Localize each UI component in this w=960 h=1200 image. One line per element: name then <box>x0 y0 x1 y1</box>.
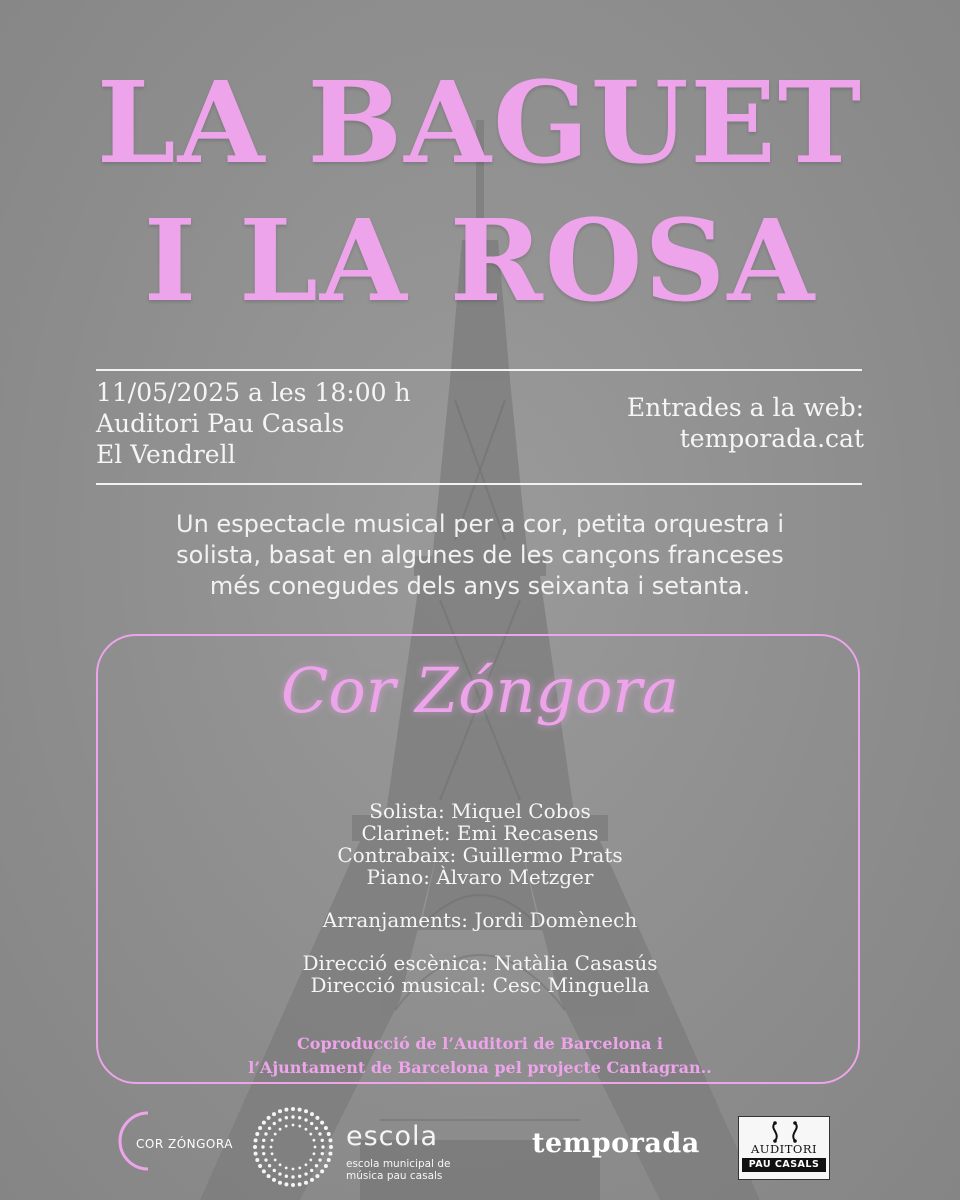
coproduction-line-2: l’Ajuntament de Barcelona pel projecte Cantagran.. <box>248 1058 712 1077</box>
auditori-logo-top: AUDITORI <box>750 1142 818 1156</box>
credit-clarinet: Clarinet: Emi Recasens <box>361 821 599 845</box>
dotted-circle-icon <box>252 1106 334 1188</box>
cor-zongora-logo-text: COR ZÓNGORA <box>136 1137 233 1151</box>
event-town: El Vendrell <box>96 440 236 469</box>
escola-logo <box>346 1122 476 1182</box>
credit-double-bass: Contrabaix: Guillermo Prats <box>337 843 623 867</box>
event-info <box>96 377 411 470</box>
description-line-1: Un espectacle musical per a cor, petita orquestra i <box>176 510 784 538</box>
credit-musical-direction: Direcció musical: Cesc Minguella <box>310 973 650 997</box>
description <box>120 509 840 602</box>
credit-soloist: Solista: Miquel Cobos <box>369 799 591 823</box>
event-datetime: 11/05/2025 a les 18:00 h <box>96 378 411 407</box>
credit-stage-direction: Direcció escènica: Natàlia Casasús <box>302 951 658 975</box>
credit-piano: Piano: Àlvaro Metzger <box>366 865 594 889</box>
divider-bottom <box>96 483 862 485</box>
credit-arrangements: Arranjaments: Jordi Domènech <box>322 908 638 932</box>
tickets-url[interactable]: temporada.cat <box>679 424 864 453</box>
cor-zongora-logo <box>112 1105 242 1175</box>
description-line-2: solista, basat en algunes de les cançons franceses <box>176 541 784 569</box>
temporada-logo: temporada <box>532 1128 700 1159</box>
title-line-1: LA BAGUET <box>96 58 864 189</box>
event-venue: Auditori Pau Casals <box>96 409 345 438</box>
credits-direction <box>0 952 960 996</box>
description-line-3: més conegudes dels anys seixanta i setanta. <box>209 572 751 600</box>
credits-musicians <box>0 800 960 888</box>
divider-top <box>96 369 862 371</box>
escola-sub-line-2: música pau casals <box>346 1170 443 1182</box>
tickets-label: Entrades a la web: <box>626 393 864 422</box>
escola-logo-word: escola <box>346 1121 439 1152</box>
auditori-logo-bottom: PAU CASALS <box>742 1158 826 1172</box>
title-line-2: I LA ROSA <box>143 196 817 327</box>
coproduction-line-1: Coproducció de l’Auditori de Barcelona i <box>297 1034 663 1053</box>
choir-script-logo: Cor Zóngora <box>280 654 680 727</box>
escola-sub-line-1: escola municipal de <box>346 1158 451 1170</box>
credits-arrangements <box>0 909 960 931</box>
coproduction-note <box>0 1032 960 1080</box>
tickets-info <box>627 392 864 454</box>
auditori-pau-casals-logo <box>738 1116 830 1180</box>
escola-logo-subtitle <box>346 1158 476 1182</box>
